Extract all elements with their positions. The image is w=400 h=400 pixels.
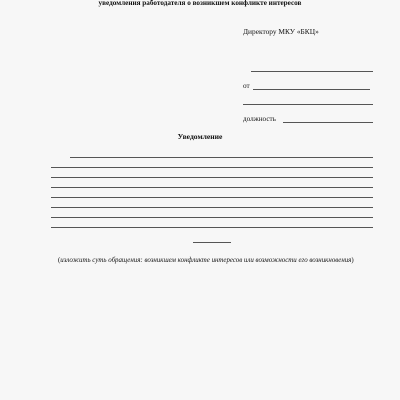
from-line-2 (243, 104, 373, 105)
notice-line-7 (51, 217, 373, 218)
notice-line-8 (51, 227, 373, 228)
position-label: должность (243, 115, 276, 123)
notice-line-4 (51, 187, 373, 188)
addressee-line (251, 71, 373, 72)
notice-line-5 (51, 197, 373, 198)
from-line (253, 89, 370, 90)
notice-line-2 (51, 167, 373, 168)
notice-caption (58, 255, 368, 266)
notice-line-6 (51, 207, 373, 208)
from-label: от (243, 82, 250, 90)
notice-line-1 (70, 157, 373, 158)
caption-close-paren: ) (351, 257, 354, 264)
notice-title: Уведомление (177, 132, 223, 141)
position-line (283, 122, 373, 123)
caption-open-paren: ( (58, 257, 61, 264)
short-line (193, 242, 231, 243)
caption-text: изложить суть обращения: возникшем конфликте интересов или возможности его возникновения (60, 257, 352, 264)
notice-line-3 (51, 177, 373, 178)
document-heading: уведомления работодателя о возникшем конфликте интересов (98, 0, 302, 7)
addressee-text: Директору МКУ «БКЦ» (243, 27, 319, 36)
